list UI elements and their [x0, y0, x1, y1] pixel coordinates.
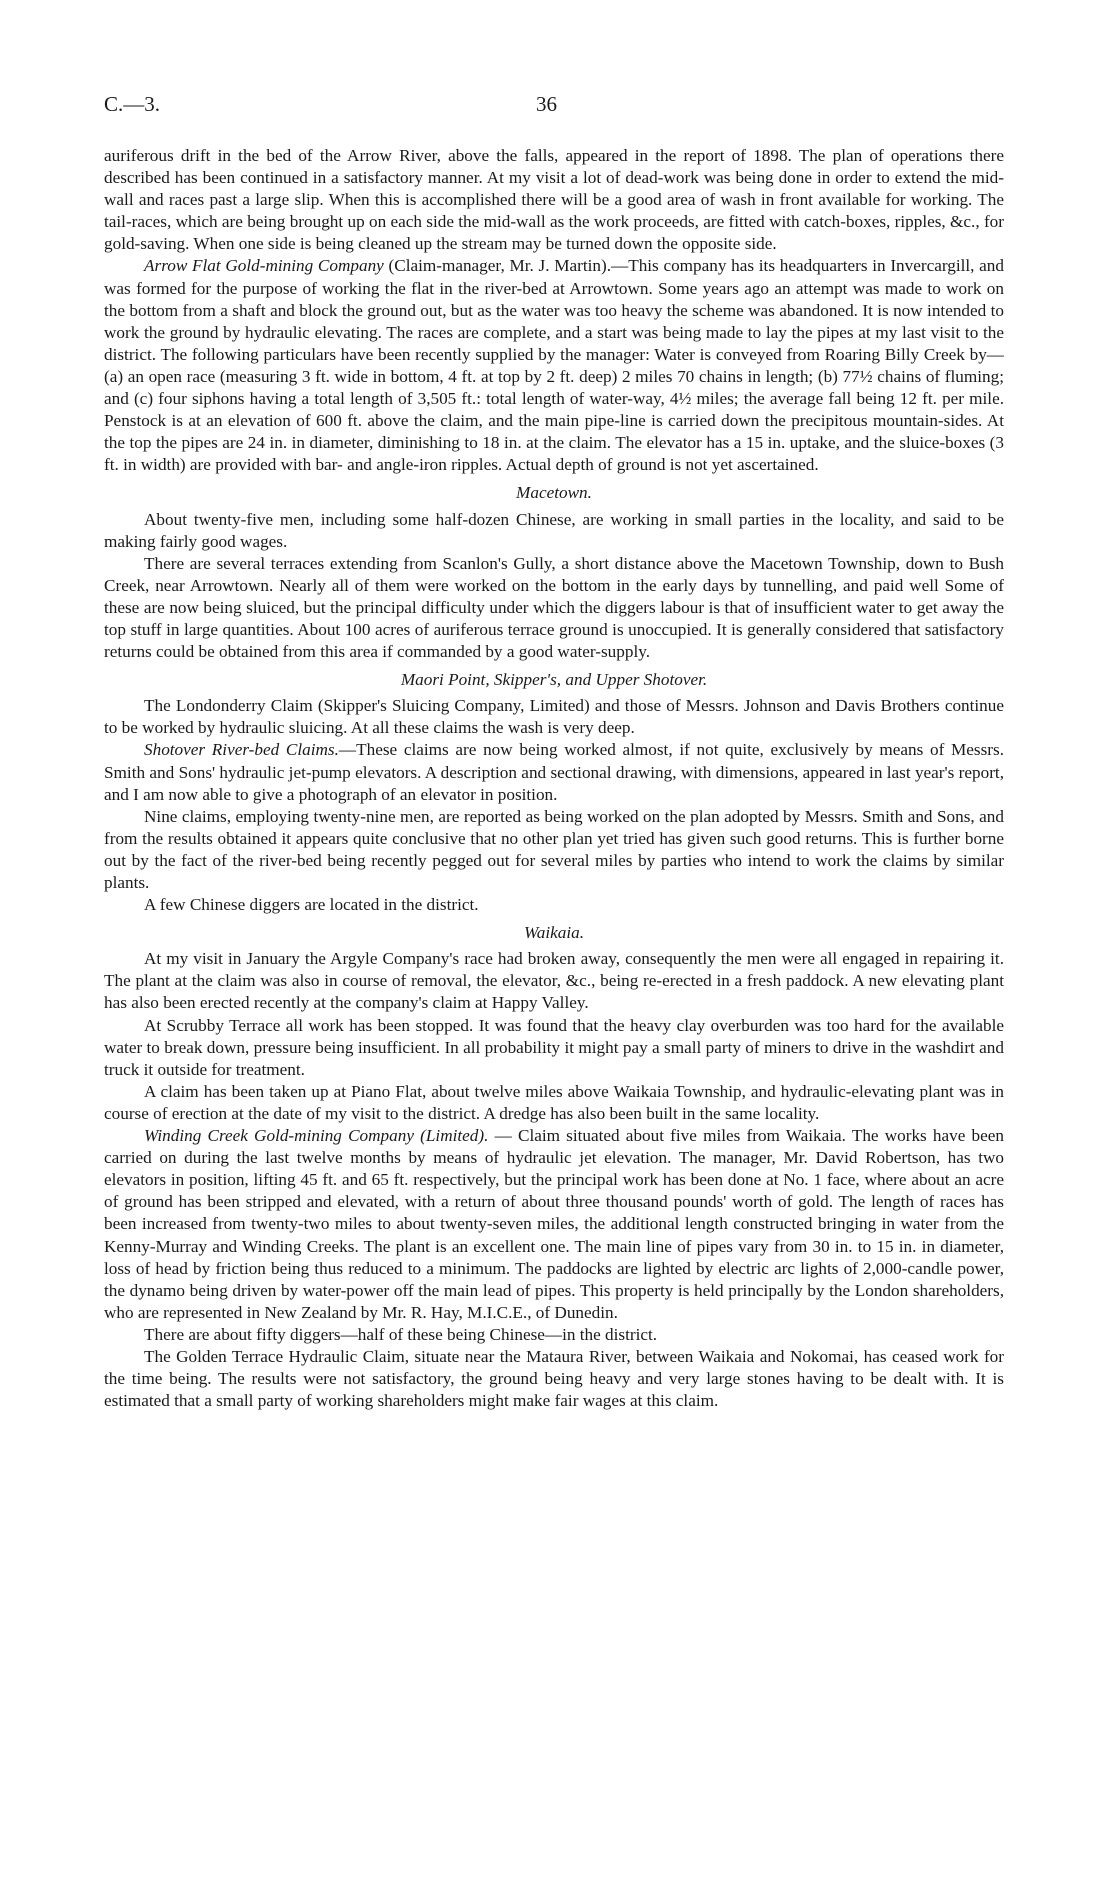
- paragraph: At Scrubby Terrace all work has been stopped. It was found that the heavy clay overburden was too hard for the available water to break down, pressure being insufficient. In all probability it might pay a small party of miners to drive in the washdirt and truck it outside for treatment.: [104, 1015, 1004, 1079]
- paragraph: auriferous drift in the bed of the Arrow River, above the falls, appeared in the report of 1898. The plan of operations there described has been continued in a satisfactory manner. At my visit a lot of dead-work was being done in order to extend the mid-wall and races past a large slip. When this is accomplished there will be a good area of wash in front available for working. The tail-races, which are being brought up on each side the mid-wall as the work proceeds, are fitted with catch-boxes, ripples, &c., for gold-saving. When one side is being cleaned up the stream may be turned down the opposite side.: [104, 146, 1004, 254]
- paragraph-lead: Arrow Flat Gold-mining Company: [144, 256, 384, 276]
- paragraph: The Golden Terrace Hydraulic Claim, situate near the Mataura River, between Waikaia and Nokomai, has ceased work for the time being. The results were not satisfactory, the ground being heavy and very large stones having to be dealt with. It is estimated that a small party of working shareholders might make fair wages at this claim.: [104, 1346, 1004, 1411]
- document-code: C.—3.: [104, 92, 161, 116]
- paragraph-lead: Winding Creek Gold-mining Company (Limited).: [144, 1126, 489, 1146]
- section-heading-macetown: Macetown.: [516, 483, 592, 503]
- paragraph: A claim has been taken up at Piano Flat, about twelve miles above Waikaia Township, and hydraulic-elevating plant was in course of erection at the date of my visit to the district. A dredge has also been built in the same locality.: [104, 1081, 1004, 1123]
- paragraph: Nine claims, employing twenty-nine men, are reported as being worked on the plan adopted by Messrs. Smith and Sons, and from the results obtained it appears quite conclusive that no other plan yet tried has given such good returns. This is further borne out by the fact of the river-bed being recently pegged out for several miles by parties who intend to work the claims by similar plants.: [104, 806, 1004, 892]
- section-heading-maori-point: Maori Point, Skipper's, and Upper Shotover.: [400, 670, 708, 690]
- section-heading-waikaia: Waikaia.: [524, 923, 584, 943]
- paragraph: There are about fifty diggers—half of these being Chinese—in the district.: [144, 1324, 658, 1344]
- paragraph-lead: Shotover River-bed Claims.: [144, 740, 339, 760]
- paragraph: There are several terraces extending from Scanlon's Gully, a short distance above the Macetown Township, down to Bush Creek, near Arrowtown. Nearly all of them were worked on the bottom in the early days by tunnelling, and paid well Some of these are now being sluiced, but the principal difficulty under which the diggers labour is that of insufficient water to get away the top stuff in large quantities. About 100 acres of auriferous terrace ground is unoccupied. It is generally considered that satisfactory returns could be obtained from this area if commanded by a good water-supply.: [104, 553, 1004, 662]
- paragraph: At my visit in January the Argyle Company's race had broken away, consequently the men were all engaged in repairing it. The plant at the claim was also in course of removal, the elevator, &c., being re-erected in a fresh paddock. A new elevating plant has also been erected recently at the company's claim at Happy Valley.: [104, 949, 1004, 1013]
- page-number: 36: [536, 92, 557, 116]
- page-header: [104, 92, 1006, 122]
- paragraph: Winding Creek Gold-mining Company (Limited). — Claim situated about five miles from Waikaia. The works have been carried on during the last twelve months by means of hydraulic jet elevation. The manager, Mr. David Robertson, has two elevators in position, lifting 45 ft. and 65 ft. respectively, but the principal work has been done at No. 1 face, where about an acre of ground has been stripped and elevated, with a return of about three thousand pounds' worth of gold. The length of races has been increased from twenty-two miles to about twenty-seven miles, the additional length constructed bringing in water from the Kenny-Murray and Winding Creeks. The plant is an excellent one. The main line of pipes vary from 30 in. to 15 in. in diameter, loss of head by friction being thus reduced to a minimum. The paddocks are lighted by electric arc lights of 2,000-candle power, the dynamo being driven by water-power off the main lead of pipes. This property is held principally by the London shareholders, who are represented in New Zealand by Mr. R. Hay, M.I.C.E., of Dunedin.: [104, 1126, 1004, 1322]
- paragraph: The Londonderry Claim (Skipper's Sluicing Company, Limited) and those of Messrs. Johnson and Davis Brothers continue to be worked by hydraulic sluicing. At all these claims the wash is very deep.: [104, 696, 1004, 738]
- paragraph: Shotover River-bed Claims.—These claims are now being worked almost, if not quite, exclusively by means of Messrs. Smith and Sons' hydraulic jet-pump elevators. A description and sectional drawing, with dimensions, appeared in last year's report, and I am now able to give a photograph of an elevator in position.: [104, 740, 1004, 804]
- paragraph: About twenty-five men, including some half-dozen Chinese, are working in small parties in the locality, and said to be making fairly good wages.: [104, 509, 1004, 551]
- paragraph: A few Chinese diggers are located in the district.: [144, 895, 479, 915]
- paragraph: Arrow Flat Gold-mining Company (Claim-manager, Mr. J. Martin).—This company has its headquarters in Invercargill, and was formed for the purpose of working the flat in the river-bed at Arrowtown. Some years ago an attempt was made to work on the bottom from a shaft and block the ground out, but as the water was too heavy the scheme was abandoned. It is now intended to work the ground by hydraulic elevating. The races are complete, and a start was being made to lay the pipes at my last visit to the district. The following particulars have been recently supplied by the manager: Water is conveyed from Roaring Billy Creek by—(a) an open race (measuring 3 ft. wide in bottom, 4 ft. at top by 2 ft. deep) 2 miles 70 chains in length; (b) 77½ chains of fluming; and (c) four siphons having a total length of 3,505 ft.: total length of water-way, 4½ miles; the average fall being 12 ft. per mile. Penstock is at an elevation of 600 ft. above the claim, and the main pipe-line is carried down the precipitous mountain-sides. At the top the pipes are 24 in. in diameter, diminishing to 18 in. at the claim. The elevator has a 15 in. uptake, and the sluice-boxes (3 ft. in width) are provided with bar- and angle-iron ripples. Actual depth of ground is not yet ascertained.: [104, 256, 1004, 475]
- body-text: [104, 145, 1004, 1412]
